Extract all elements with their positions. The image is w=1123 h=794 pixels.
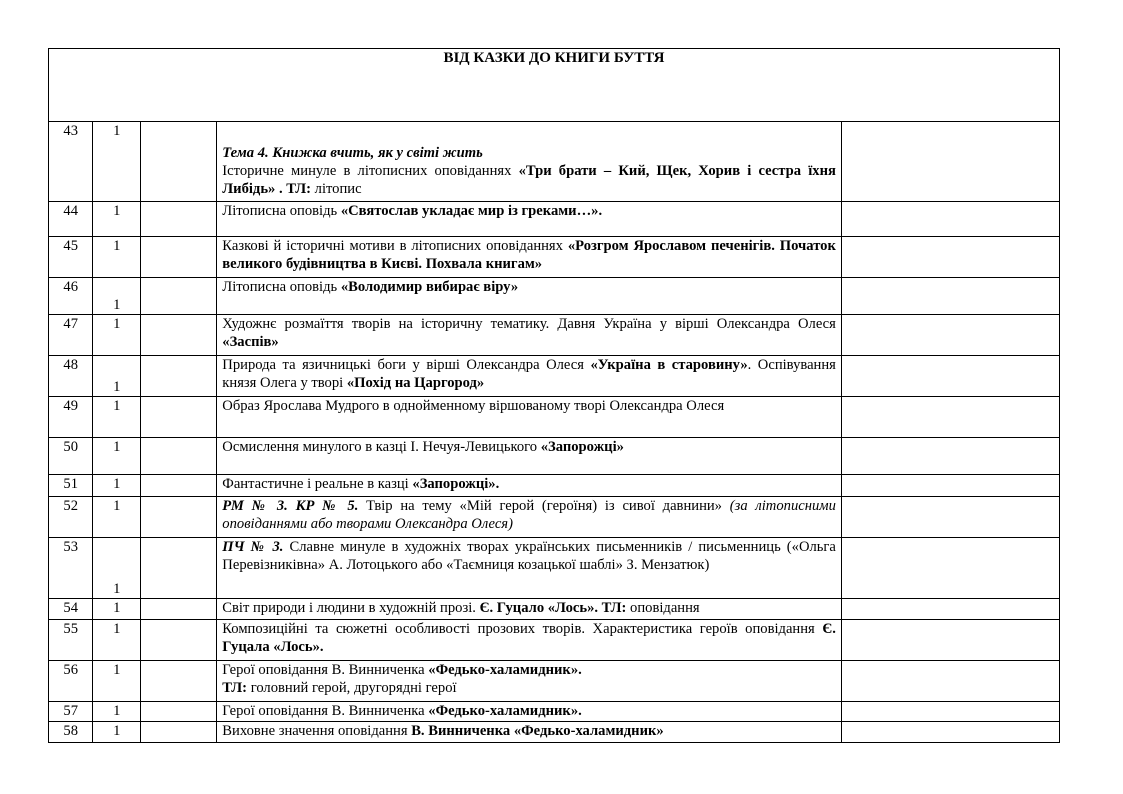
- lesson-topic: [217, 661, 842, 702]
- topic-text: Літописна оповідь: [222, 203, 341, 219]
- topic-text: Фантастичне і реальне в казці: [222, 476, 413, 492]
- lesson-topic: [217, 397, 842, 438]
- topic-text: ПЧ № 3.: [222, 539, 284, 555]
- lesson-hours: 1: [93, 315, 141, 356]
- lesson-topic: [217, 278, 842, 315]
- topic-text: (за літописними оповіданнями або творами Олександра Олеся): [222, 498, 836, 532]
- lesson-topic: [217, 620, 842, 661]
- lesson-note: [841, 315, 1059, 356]
- lesson-date: [141, 620, 217, 661]
- lesson-date: [141, 497, 217, 538]
- lesson-note: [841, 397, 1059, 438]
- lesson-note: [841, 122, 1059, 202]
- lesson-hours: 1: [93, 620, 141, 661]
- lesson-note: [841, 438, 1059, 475]
- topic-text: Є. Гуцала «Лось».: [222, 621, 836, 655]
- lesson-number: 56: [49, 661, 93, 702]
- section-title-row: [49, 49, 1060, 122]
- topic-text: Осмислення минулого в казці І. Нечуя-Левицького: [222, 439, 541, 455]
- lesson-plan-body: [49, 49, 1060, 743]
- lesson-number: 50: [49, 438, 93, 475]
- topic-text: Герої оповідання В. Винниченка: [222, 703, 429, 719]
- lesson-date: [141, 475, 217, 497]
- lesson-hours: 1: [93, 356, 141, 397]
- lesson-note: [841, 237, 1059, 278]
- lesson-hours: 1: [93, 722, 141, 743]
- lesson-hours: 1: [93, 702, 141, 722]
- lesson-date: [141, 122, 217, 202]
- lesson-row: [49, 620, 1060, 661]
- topic-text: В. Винниченка «Федько-халамидник»: [411, 723, 664, 739]
- lesson-date: [141, 599, 217, 620]
- lesson-number: 49: [49, 397, 93, 438]
- lesson-row: [49, 122, 1060, 202]
- lesson-date: [141, 202, 217, 237]
- lesson-topic: [217, 438, 842, 475]
- lesson-row: [49, 278, 1060, 315]
- lesson-topic: [217, 497, 842, 538]
- lesson-note: [841, 722, 1059, 743]
- lesson-row: [49, 722, 1060, 743]
- topic-text: . Оспівування князя Олега у творі: [222, 357, 836, 391]
- lesson-note: [841, 475, 1059, 497]
- lesson-date: [141, 722, 217, 743]
- lesson-note: [841, 620, 1059, 661]
- lesson-number: 46: [49, 278, 93, 315]
- lesson-number: 43: [49, 122, 93, 202]
- section-title: ВІД КАЗКИ ДО КНИГИ БУТТЯ: [49, 49, 1060, 122]
- topic-text: Історичне минуле в літописних оповіданнях: [222, 163, 519, 179]
- topic-text: «Запорожці»: [540, 439, 624, 455]
- lesson-row: [49, 661, 1060, 702]
- topic-text: «Заспів»: [222, 334, 279, 350]
- lesson-note: [841, 661, 1059, 702]
- lesson-hours: 1: [93, 278, 141, 315]
- topic-text: літопис: [311, 181, 362, 197]
- topic-text: «Похід на Царгород»: [346, 375, 485, 391]
- lesson-number: 51: [49, 475, 93, 497]
- lesson-topic: [217, 356, 842, 397]
- topic-text: Славне минуле в художніх творах українських письменників / письменниць («Ольга Перевізниківна» А. Лотоцького або «Таємниця козацької шаблі» З. Мензатюк): [222, 539, 836, 573]
- lesson-hours: 1: [93, 538, 141, 599]
- lesson-row: [49, 397, 1060, 438]
- lesson-row: [49, 315, 1060, 356]
- lesson-note: [841, 497, 1059, 538]
- lesson-date: [141, 538, 217, 599]
- lesson-row: [49, 599, 1060, 620]
- lesson-date: [141, 237, 217, 278]
- topic-text: «Три брати – Кий, Щек, Хорив і сестра їхня Либідь» . ТЛ:: [222, 163, 836, 197]
- lesson-hours: 1: [93, 497, 141, 538]
- lesson-hours: 1: [93, 599, 141, 620]
- lesson-topic: [217, 122, 842, 202]
- lesson-number: 54: [49, 599, 93, 620]
- topic-text: ТЛ:: [222, 680, 248, 696]
- topic-text: «Україна в старовину»: [590, 357, 748, 373]
- lesson-hours: 1: [93, 661, 141, 702]
- lesson-row: [49, 438, 1060, 475]
- lesson-number: 44: [49, 202, 93, 237]
- lesson-number: 58: [49, 722, 93, 743]
- lesson-date: [141, 438, 217, 475]
- lesson-hours: 1: [93, 202, 141, 237]
- topic-text: Виховне значення оповідання: [222, 723, 412, 739]
- topic-text: Герої оповідання В. Винниченка: [222, 662, 429, 678]
- topic-text: Композиційні та сюжетні особливості прозових творів. Характеристика героїв оповідання: [222, 621, 823, 637]
- lesson-note: [841, 702, 1059, 722]
- lesson-hours: 1: [93, 122, 141, 202]
- lesson-number: 53: [49, 538, 93, 599]
- lesson-topic: [217, 202, 842, 237]
- topic-text: Природа та язичницькі боги у вірші Олександра Олеся: [222, 357, 591, 373]
- lesson-number: 55: [49, 620, 93, 661]
- lesson-date: [141, 278, 217, 315]
- lesson-date: [141, 661, 217, 702]
- lesson-plan-table: [48, 48, 1060, 743]
- lesson-row: [49, 538, 1060, 599]
- lesson-note: [841, 202, 1059, 237]
- topic-text: Літописна оповідь: [222, 279, 341, 295]
- lesson-hours: 1: [93, 397, 141, 438]
- lesson-number: 47: [49, 315, 93, 356]
- lesson-topic: [217, 702, 842, 722]
- lesson-note: [841, 278, 1059, 315]
- lesson-date: [141, 397, 217, 438]
- lesson-row: [49, 356, 1060, 397]
- lesson-row: [49, 702, 1060, 722]
- topic-text: Образ Ярослава Мудрого в однойменному віршованому творі Олександра Олеся: [222, 398, 725, 414]
- lesson-date: [141, 702, 217, 722]
- lesson-number: 52: [49, 497, 93, 538]
- lesson-topic: [217, 722, 842, 743]
- lesson-number: 57: [49, 702, 93, 722]
- topic-text: «Святослав укладає мир із греками…».: [340, 203, 603, 219]
- lesson-topic: [217, 315, 842, 356]
- lesson-hours: 1: [93, 237, 141, 278]
- lesson-row: [49, 497, 1060, 538]
- lesson-date: [141, 356, 217, 397]
- lesson-number: 45: [49, 237, 93, 278]
- topic-text: «Володимир вибирає віру»: [340, 279, 519, 295]
- topic-text: «Розгром Ярославом печенігів. Початок великого будівництва в Києві. Похвала книгам»: [222, 238, 836, 272]
- lesson-hours: 1: [93, 438, 141, 475]
- lesson-topic: [217, 538, 842, 599]
- topic-text: Казкові й історичні мотиви в літописних оповіданнях: [222, 238, 568, 254]
- lesson-note: [841, 599, 1059, 620]
- lesson-topic: [217, 475, 842, 497]
- topic-text: «Запорожці».: [412, 476, 500, 492]
- lesson-row: [49, 202, 1060, 237]
- lesson-date: [141, 315, 217, 356]
- lesson-row: [49, 237, 1060, 278]
- topic-text: «Федько-халамидник».: [428, 703, 582, 719]
- topic-text: Твір на тему «Мій герой (героїня) із сивої давнини»: [358, 498, 730, 514]
- topic-text: «Федько-халамидник».: [428, 662, 582, 678]
- topic-text: головний герой, другорядні герої: [247, 680, 457, 696]
- lesson-topic: [217, 599, 842, 620]
- lesson-row: [49, 475, 1060, 497]
- topic-text: Світ природи і людини в художній прозі.: [222, 600, 480, 616]
- lesson-note: [841, 538, 1059, 599]
- lesson-number: 48: [49, 356, 93, 397]
- lesson-note: [841, 356, 1059, 397]
- topic-text: Тема 4. Книжка вчить, як у світі жить: [222, 145, 483, 161]
- lesson-topic: [217, 237, 842, 278]
- topic-text: Художнє розмаїття творів на історичну тематику. Давня Україна у вірші Олександра Олеся: [222, 316, 836, 332]
- topic-text: оповідання: [626, 600, 700, 616]
- topic-text: Є. Гуцало «Лось». ТЛ:: [479, 600, 627, 616]
- topic-text: РМ № 3. КР № 5.: [222, 498, 359, 514]
- lesson-hours: 1: [93, 475, 141, 497]
